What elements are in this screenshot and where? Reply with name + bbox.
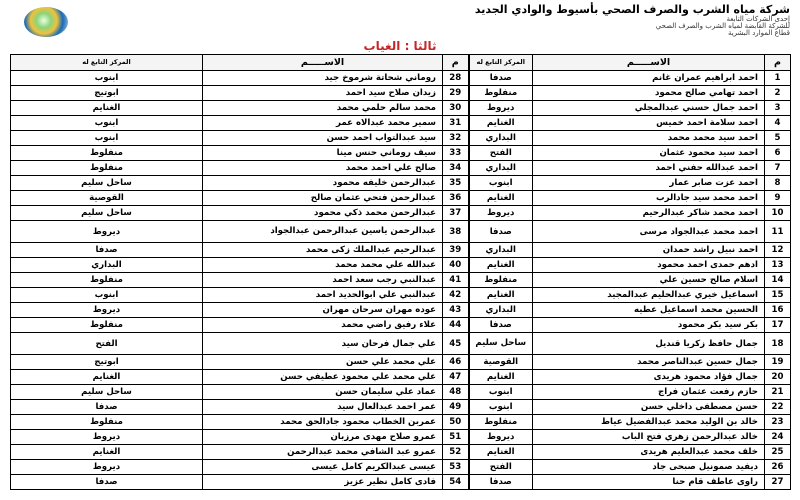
table-row: [11, 176, 791, 191]
employee-center: البداري: [469, 303, 533, 318]
employee-name: احمد تهامي صالح محمود: [533, 86, 765, 101]
employee-name: علي محمد علي حسن: [203, 355, 443, 370]
employee-name: عبدالنبي علي ابوالحديد احمد: [203, 288, 443, 303]
employee-center: الغنايم: [469, 191, 533, 206]
employee-name: خلف محمد عبدالعليم هريدى: [533, 445, 765, 460]
employee-name: حازم رفعت عثمان فراج: [533, 385, 765, 400]
company-block: [475, 4, 790, 38]
employee-name: عوده مهران سرحان مهران: [203, 303, 443, 318]
employee-name: عبدالرحمن محمد ذكي محمود: [203, 206, 443, 221]
employee-name: عبدالرحمن ياسين عبدالرحمن عبدالجواد: [203, 221, 443, 243]
row-number: 5: [765, 131, 791, 146]
employee-center: الغنايم: [469, 370, 533, 385]
employee-name: زيدان صلاح سيد احمد: [203, 86, 443, 101]
employee-name: عبدالرحيم عبدالملك زكى محمد: [203, 243, 443, 258]
employee-name: ادهم حمدى احمد محمود: [533, 258, 765, 273]
row-number: 18: [765, 333, 791, 355]
employee-center: ابنوب: [11, 288, 203, 303]
employee-center: صدفا: [11, 243, 203, 258]
employee-name: عبدالله علي محمد محمد: [203, 258, 443, 273]
employee-center: منفلوط: [469, 415, 533, 430]
table-row: [11, 258, 791, 273]
table-row: [11, 303, 791, 318]
employee-center: ديروط: [11, 221, 203, 243]
row-number: 29: [443, 86, 469, 101]
table-row: [11, 243, 791, 258]
row-number: 13: [765, 258, 791, 273]
employee-center: القوصية: [469, 355, 533, 370]
row-number: 48: [443, 385, 469, 400]
table-row: [11, 460, 791, 475]
row-number: 41: [443, 273, 469, 288]
employee-center: الغنايم: [469, 116, 533, 131]
employee-name: احمد عزت صابر عمار: [533, 176, 765, 191]
absence-table: [10, 54, 791, 490]
row-number: 30: [443, 101, 469, 116]
company-subtitle-1: إحدى الشركات التابعة: [726, 14, 790, 23]
table-row: [11, 273, 791, 288]
row-number: 15: [765, 288, 791, 303]
table-row: [11, 131, 791, 146]
table-row: [11, 430, 791, 445]
employee-center: ديروط: [11, 460, 203, 475]
employee-name: جمال حافظ زكريا قنديل: [533, 333, 765, 355]
employee-name: عبدالرحمن فتحي عثمان صالح: [203, 191, 443, 206]
row-number: 24: [765, 430, 791, 445]
employee-center: القوصية: [11, 191, 203, 206]
row-number: 42: [443, 288, 469, 303]
employee-center: ابنوب: [11, 71, 203, 86]
employee-name: احمد سيد محمد محمد: [533, 131, 765, 146]
employee-center: منفلوط: [11, 415, 203, 430]
employee-center: صدفا: [469, 475, 533, 490]
row-number: 40: [443, 258, 469, 273]
employee-center: ديروط: [469, 206, 533, 221]
company-subtitle-3: قطاع الموارد البشرية: [727, 29, 790, 38]
row-number: 36: [443, 191, 469, 206]
row-number: 9: [765, 191, 791, 206]
row-number: 2: [765, 86, 791, 101]
row-number: 49: [443, 400, 469, 415]
row-number: 47: [443, 370, 469, 385]
employee-center: ابنوب: [11, 131, 203, 146]
section-title: ثالثا : الغياب: [363, 39, 437, 53]
row-number: 1: [765, 71, 791, 86]
employee-name: اسلام صالح حسين علي: [533, 273, 765, 288]
employee-name: سيف روماني حنس مينا: [203, 146, 443, 161]
employee-name: سيد عبدالتواب احمد حسن: [203, 131, 443, 146]
employee-name: حسن مصطفى داخلي حسن: [533, 400, 765, 415]
employee-center: الغنايم: [11, 445, 203, 460]
row-number: 51: [443, 430, 469, 445]
employee-center: صدفا: [469, 318, 533, 333]
employee-name: احمد ابراهيم عمران غانم: [533, 71, 765, 86]
employee-name: اسماعيل خيري عبدالحليم عبدالمجيد: [533, 288, 765, 303]
col-header-center: المركز التابع له: [469, 55, 533, 71]
row-number: 46: [443, 355, 469, 370]
table-row: [11, 370, 791, 385]
col-header-center: المركز التابع له: [11, 55, 203, 71]
table-row: [11, 101, 791, 116]
employee-center: ابنوب: [469, 400, 533, 415]
row-number: 33: [443, 146, 469, 161]
table-row: [11, 86, 791, 101]
employee-center: ديروط: [469, 430, 533, 445]
row-number: 35: [443, 176, 469, 191]
absence-table-wrapper: [10, 54, 790, 490]
table-row: [11, 318, 791, 333]
employee-name: احمد نبيل راشد حمدان: [533, 243, 765, 258]
employee-name: جمال حسين عبدالناصر محمد: [533, 355, 765, 370]
row-number: 23: [765, 415, 791, 430]
employee-center: ديروط: [469, 101, 533, 116]
employee-name: الحسين محمد اسماعيل عطيه: [533, 303, 765, 318]
table-row: [11, 445, 791, 460]
employee-center: ابوتيج: [11, 355, 203, 370]
employee-center: صدفا: [469, 221, 533, 243]
row-number: 50: [443, 415, 469, 430]
row-number: 27: [765, 475, 791, 490]
row-number: 53: [443, 460, 469, 475]
table-row: [11, 146, 791, 161]
table-row: [11, 475, 791, 490]
company-subtitle-2: للشركة القابضة لمياه الشرب والصرف الصحي: [655, 21, 790, 30]
employee-name: احمد جمال حسني عبدالمجلي: [533, 101, 765, 116]
employee-center: الغنايم: [11, 101, 203, 116]
employee-center: صدفا: [11, 475, 203, 490]
table-row: [11, 355, 791, 370]
employee-name: فادى كامل نظير عزيز: [203, 475, 443, 490]
employee-name: علي جمال فرحان سيد: [203, 333, 443, 355]
row-number: 45: [443, 333, 469, 355]
table-body: [11, 71, 791, 490]
company-logo: [24, 7, 68, 37]
table-row: [11, 71, 791, 86]
row-number: 19: [765, 355, 791, 370]
employee-center: منفلوط: [11, 146, 203, 161]
employee-name: روماني شحاتة شرموخ جيد: [203, 71, 443, 86]
row-number: 54: [443, 475, 469, 490]
employee-center: منفلوط: [11, 273, 203, 288]
employee-name: احمد محمد عبدالجواد مرسى: [533, 221, 765, 243]
employee-name: بكر سيد بكر محمود: [533, 318, 765, 333]
employee-center: منفلوط: [469, 273, 533, 288]
row-number: 28: [443, 71, 469, 86]
table-row: [11, 161, 791, 176]
col-header-no: م: [765, 55, 791, 71]
company-name: شركة مياه الشرب والصرف الصحي بأسيوط والوادي الجديد: [474, 3, 790, 16]
table-row: [11, 333, 791, 355]
employee-center: الفتح: [11, 333, 203, 355]
row-number: 10: [765, 206, 791, 221]
employee-name: احمد محمد سيد جادالرب: [533, 191, 765, 206]
employee-name: جمال فؤاد محمود هريدى: [533, 370, 765, 385]
employee-name: خالد عبدالرحمن زهري فتح الباب: [533, 430, 765, 445]
employee-center: صدفا: [11, 400, 203, 415]
employee-center: البداري: [469, 243, 533, 258]
employee-name: عبدالنبي رجب سعد احمد: [203, 273, 443, 288]
row-number: 4: [765, 116, 791, 131]
employee-center: ساحل سليم: [469, 333, 533, 355]
employee-center: ابنوب: [11, 116, 203, 131]
row-number: 38: [443, 221, 469, 243]
employee-name: علي محمد علي محمود عطيفي حسن: [203, 370, 443, 385]
employee-name: محمد سالم حلمي محمد: [203, 101, 443, 116]
row-number: 21: [765, 385, 791, 400]
row-number: 22: [765, 400, 791, 415]
employee-center: ديروط: [11, 303, 203, 318]
col-header-name: الاســـــم: [203, 55, 443, 71]
row-number: 20: [765, 370, 791, 385]
row-number: 39: [443, 243, 469, 258]
employee-center: ساحل سليم: [11, 176, 203, 191]
employee-center: الفتح: [469, 460, 533, 475]
col-header-name: الاســـــم: [533, 55, 765, 71]
table-row: [11, 415, 791, 430]
employee-name: عمرو عبد الشافي محمد عبدالرحمن: [203, 445, 443, 460]
table-header-row: [11, 55, 791, 71]
row-number: 26: [765, 460, 791, 475]
table-row: [11, 400, 791, 415]
row-number: 14: [765, 273, 791, 288]
row-number: 11: [765, 221, 791, 243]
employee-name: احمد عبدالله حفني احمد: [533, 161, 765, 176]
employee-name: ديفيد صمونيل صبحى جاد: [533, 460, 765, 475]
employee-center: ابوتيج: [11, 86, 203, 101]
employee-center: الغنايم: [469, 288, 533, 303]
row-number: 32: [443, 131, 469, 146]
table-row: [11, 116, 791, 131]
employee-center: البداري: [11, 258, 203, 273]
col-header-no: م: [443, 55, 469, 71]
table-row: [11, 288, 791, 303]
row-number: 8: [765, 176, 791, 191]
row-number: 3: [765, 101, 791, 116]
employee-name: علاء رفيق راضي محمد: [203, 318, 443, 333]
row-number: 12: [765, 243, 791, 258]
row-number: 31: [443, 116, 469, 131]
employee-name: عمربن الخطاب محمود جادالحق محمد: [203, 415, 443, 430]
employee-name: عيسى عبدالكريم كامل عيسى: [203, 460, 443, 475]
employee-center: صدفا: [469, 71, 533, 86]
employee-name: احمد سلامة احمد خميس: [533, 116, 765, 131]
employee-center: ابنوب: [469, 385, 533, 400]
employee-center: الفتح: [469, 146, 533, 161]
row-number: 17: [765, 318, 791, 333]
employee-name: صالح علي احمد محمد: [203, 161, 443, 176]
row-number: 37: [443, 206, 469, 221]
row-number: 44: [443, 318, 469, 333]
employee-name: احمد سيد محمود عثمان: [533, 146, 765, 161]
employee-center: ساحل سليم: [11, 385, 203, 400]
employee-name: سمير محمد عبدالاه عمر: [203, 116, 443, 131]
row-number: 25: [765, 445, 791, 460]
table-row: [11, 385, 791, 400]
employee-name: عماد علي سليمان حسن: [203, 385, 443, 400]
row-number: 34: [443, 161, 469, 176]
employee-name: عمر احمد عبدالعال سيد: [203, 400, 443, 415]
employee-name: احمد محمد شاكر عبدالرحيم: [533, 206, 765, 221]
row-number: 6: [765, 146, 791, 161]
employee-name: عبدالرحمن خليفه محمود: [203, 176, 443, 191]
employee-center: الغنايم: [469, 445, 533, 460]
row-number: 16: [765, 303, 791, 318]
row-number: 52: [443, 445, 469, 460]
row-number: 7: [765, 161, 791, 176]
employee-center: ديروط: [11, 430, 203, 445]
employee-center: ابنوب: [469, 176, 533, 191]
employee-name: خالد بن الوليد محمد عبدالفضيل عياط: [533, 415, 765, 430]
employee-center: الغنايم: [11, 370, 203, 385]
employee-center: البداري: [469, 131, 533, 146]
employee-center: الغنايم: [469, 258, 533, 273]
employee-center: منفلوط: [11, 318, 203, 333]
employee-name: راوى عاطف قام حنا: [533, 475, 765, 490]
table-row: [11, 206, 791, 221]
employee-center: منفلوط: [11, 161, 203, 176]
table-row: [11, 191, 791, 206]
table-row: [11, 221, 791, 243]
row-number: 43: [443, 303, 469, 318]
employee-center: البداري: [469, 161, 533, 176]
employee-name: عمرو صلاح مهدى مرزبان: [203, 430, 443, 445]
letterhead: [10, 4, 790, 42]
employee-center: منفلوط: [469, 86, 533, 101]
employee-center: ساحل سليم: [11, 206, 203, 221]
